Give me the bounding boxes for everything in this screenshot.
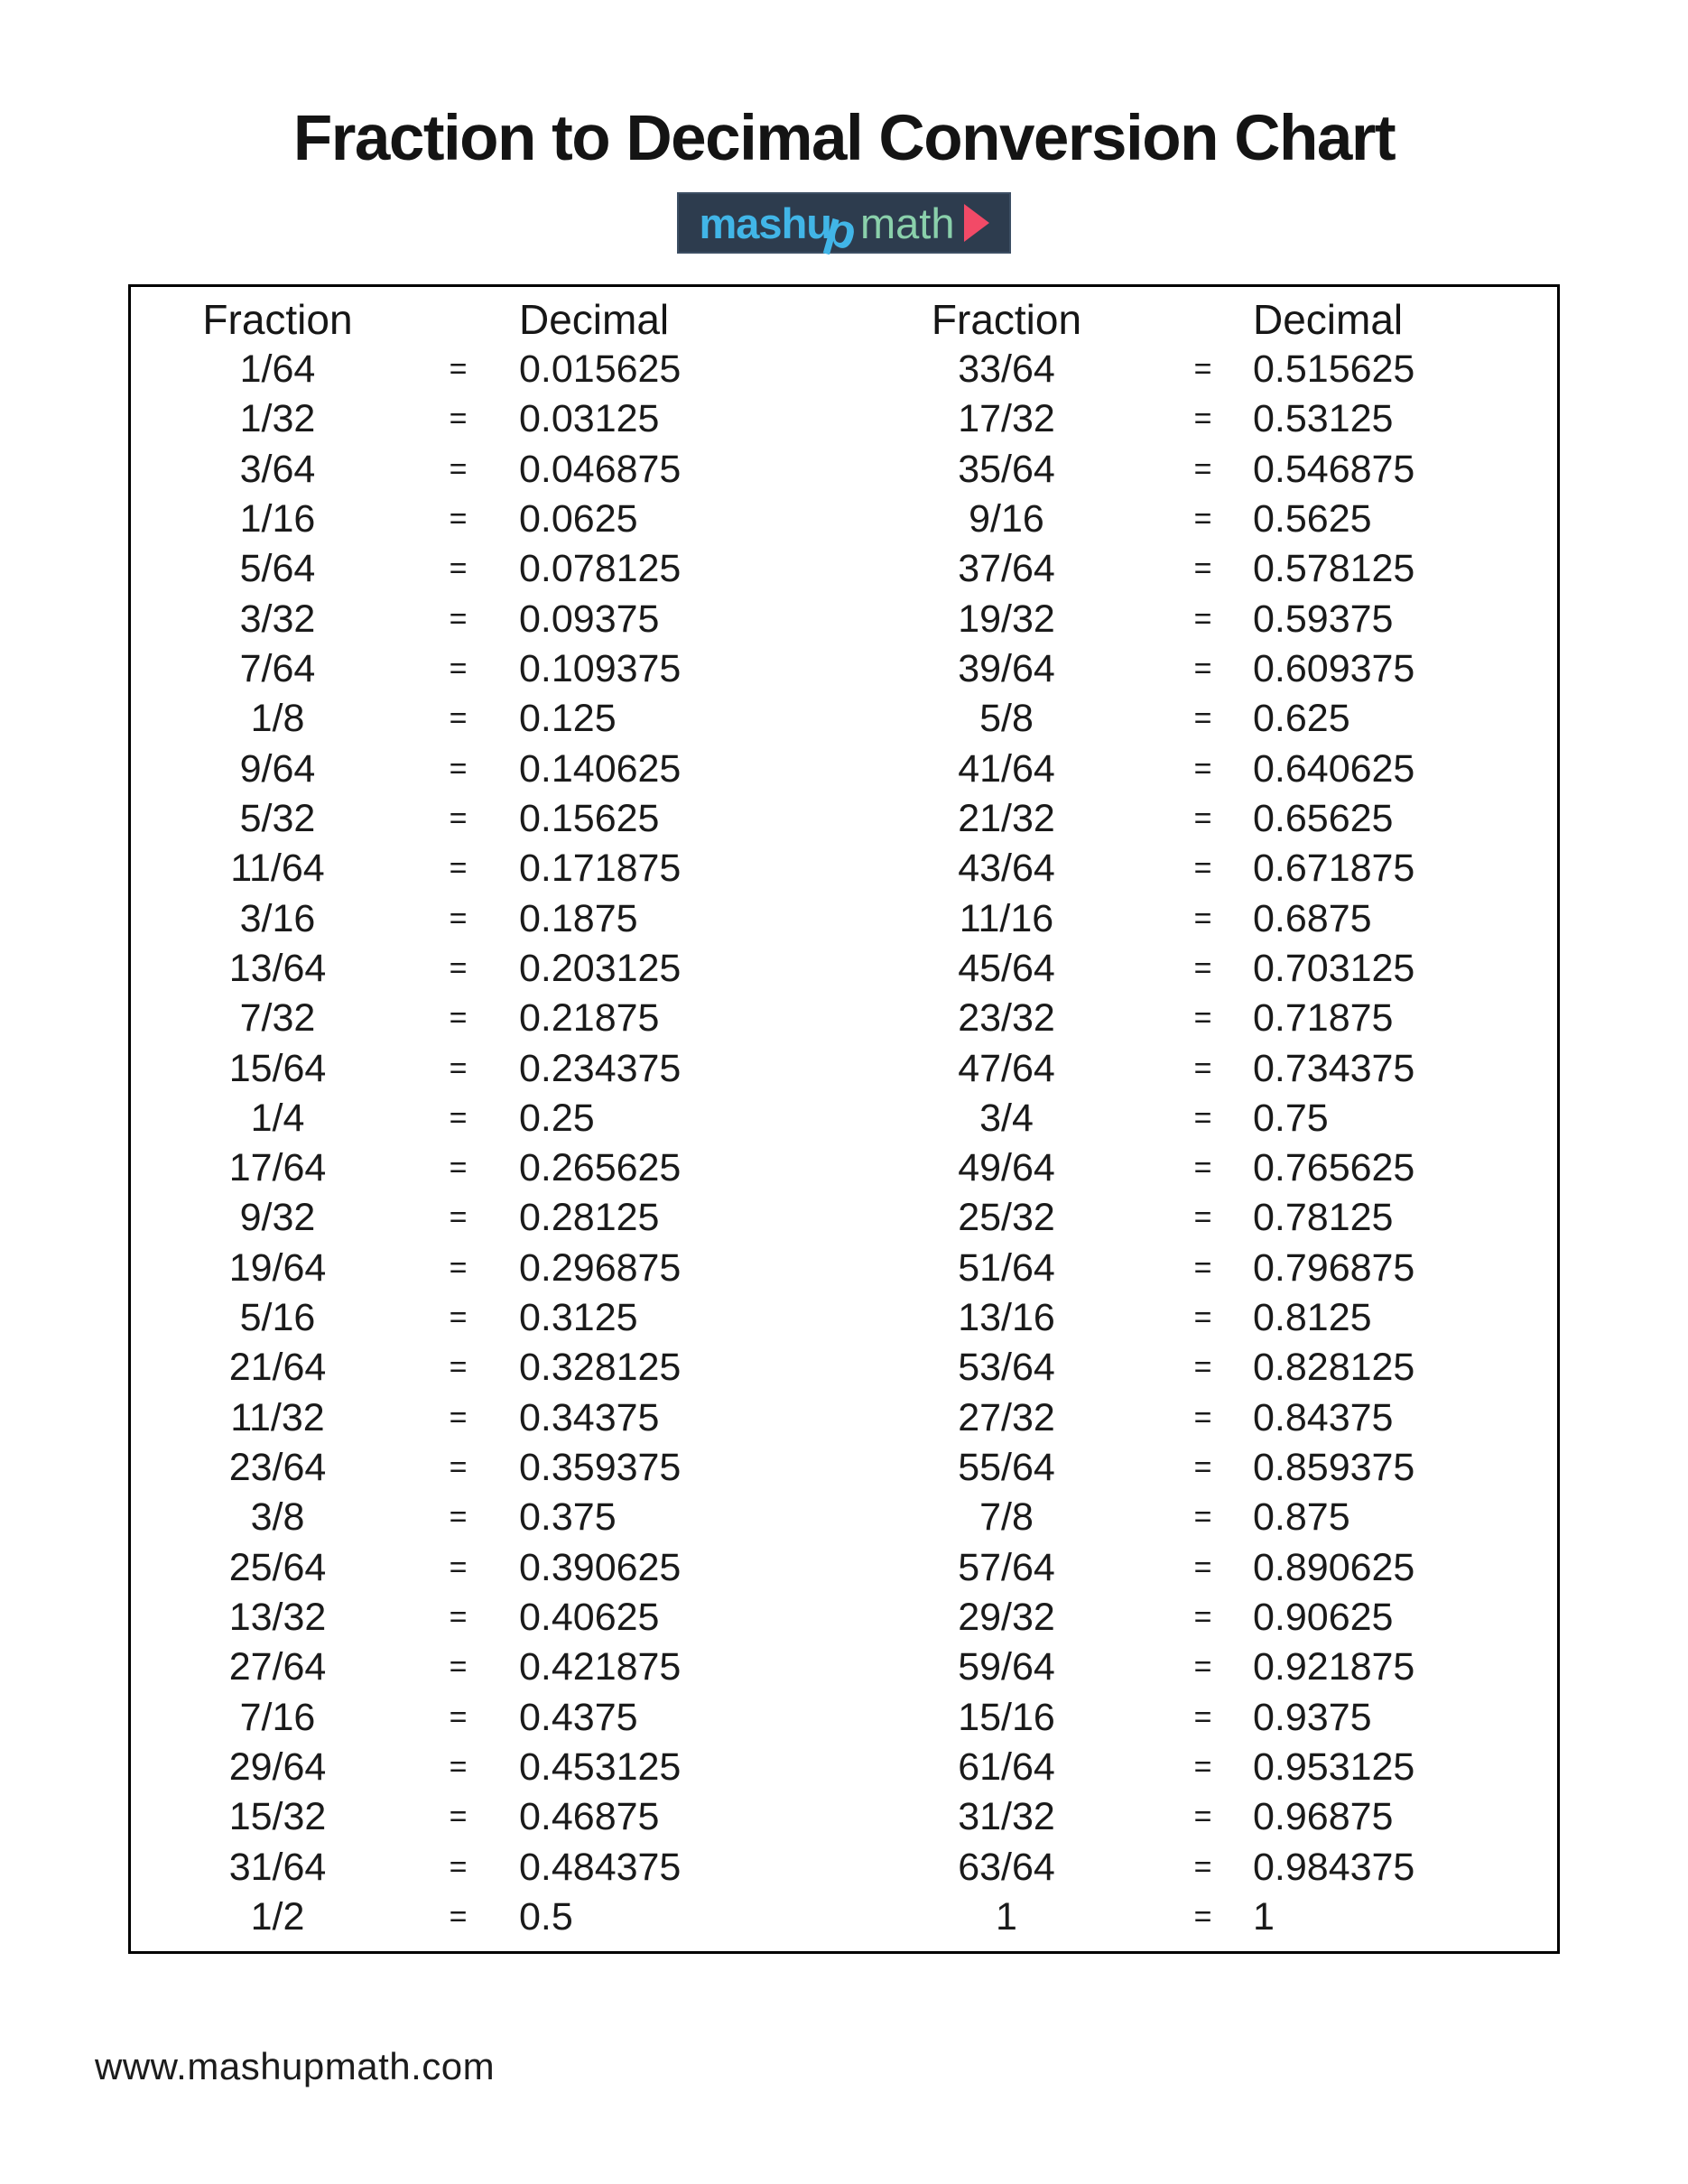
fraction-cell: 53/64 bbox=[958, 1346, 1055, 1390]
fraction-cell: 59/64 bbox=[958, 1645, 1055, 1689]
equals-sign: = bbox=[449, 901, 468, 936]
table-rows-right bbox=[844, 345, 1557, 1942]
equals-sign: = bbox=[1193, 1250, 1212, 1285]
decimal-cell: 0.15625 bbox=[519, 796, 660, 840]
decimal-cell: 0.734375 bbox=[1253, 1046, 1415, 1090]
table-row bbox=[131, 794, 844, 844]
equals-sign: = bbox=[1193, 1350, 1212, 1385]
equals-sign: = bbox=[449, 1151, 468, 1186]
decimal-cell: 0.59375 bbox=[1253, 597, 1394, 641]
decimal-cell: 0.1875 bbox=[519, 896, 638, 940]
fraction-cell: 51/64 bbox=[958, 1245, 1055, 1290]
table-row bbox=[844, 1543, 1557, 1593]
table-row bbox=[131, 1393, 844, 1443]
equals-sign: = bbox=[449, 652, 468, 687]
table-row bbox=[131, 1593, 844, 1643]
equals-sign: = bbox=[449, 800, 468, 836]
equals-sign: = bbox=[1193, 1849, 1212, 1884]
fraction-cell: 17/64 bbox=[228, 1146, 327, 1190]
table-row bbox=[844, 1143, 1557, 1193]
mashupmath-logo bbox=[677, 192, 1011, 262]
fraction-cell: 41/64 bbox=[958, 746, 1055, 791]
fraction-cell: 27/64 bbox=[228, 1645, 327, 1689]
equals-sign: = bbox=[1193, 1699, 1212, 1735]
table-row bbox=[131, 1143, 844, 1193]
equals-sign: = bbox=[1193, 601, 1212, 636]
equals-sign: = bbox=[1193, 652, 1212, 687]
table-row bbox=[844, 1593, 1557, 1643]
table-header-row bbox=[131, 294, 844, 345]
fraction-cell: 57/64 bbox=[958, 1545, 1055, 1589]
decimal-cell: 0.046875 bbox=[519, 447, 682, 491]
table-row bbox=[131, 1692, 844, 1742]
decimal-cell: 1 bbox=[1253, 1894, 1275, 1939]
equals-sign: = bbox=[1193, 851, 1212, 886]
equals-sign: = bbox=[449, 1200, 468, 1235]
table-row bbox=[844, 1343, 1557, 1393]
fraction-cell: 3/32 bbox=[239, 597, 316, 641]
equals-sign: = bbox=[449, 1699, 468, 1735]
table-row bbox=[131, 495, 844, 544]
decimal-cell: 0.9375 bbox=[1253, 1695, 1372, 1739]
table-row bbox=[131, 844, 844, 893]
decimal-cell: 0.640625 bbox=[1253, 746, 1415, 791]
decimal-column-header: Decimal bbox=[1253, 296, 1404, 343]
equals-sign: = bbox=[449, 1550, 468, 1585]
equals-sign: = bbox=[1193, 1200, 1212, 1235]
table-half-right bbox=[844, 287, 1557, 1951]
table-row bbox=[131, 1443, 844, 1493]
decimal-cell: 0.921875 bbox=[1253, 1645, 1415, 1689]
decimal-cell: 0.546875 bbox=[1253, 447, 1415, 491]
table-row bbox=[131, 644, 844, 694]
decimal-cell: 0.125 bbox=[519, 697, 617, 741]
decimal-cell: 0.109375 bbox=[519, 647, 682, 691]
fraction-cell: 13/32 bbox=[228, 1595, 327, 1639]
fraction-cell: 63/64 bbox=[958, 1845, 1055, 1889]
equals-sign: = bbox=[1193, 1899, 1212, 1934]
equals-sign: = bbox=[449, 1050, 468, 1086]
fraction-cell: 37/64 bbox=[958, 547, 1055, 591]
fraction-cell: 7/8 bbox=[979, 1495, 1034, 1540]
decimal-cell: 0.171875 bbox=[519, 847, 682, 891]
logo-text-p: p bbox=[819, 200, 864, 262]
table-row bbox=[844, 694, 1557, 744]
table-row bbox=[844, 345, 1557, 394]
equals-sign: = bbox=[449, 751, 468, 786]
equals-sign: = bbox=[449, 1450, 468, 1485]
fraction-cell: 7/16 bbox=[239, 1695, 316, 1739]
table-row bbox=[844, 1094, 1557, 1143]
equals-sign: = bbox=[449, 451, 468, 486]
fraction-cell: 21/32 bbox=[958, 796, 1055, 840]
equals-sign: = bbox=[1193, 502, 1212, 537]
decimal-cell: 0.09375 bbox=[519, 597, 660, 641]
table-row bbox=[131, 745, 844, 794]
equals-sign: = bbox=[1193, 352, 1212, 387]
equals-sign: = bbox=[449, 1300, 468, 1336]
table-row bbox=[844, 1692, 1557, 1742]
fraction-cell: 9/16 bbox=[969, 497, 1044, 541]
table-row bbox=[131, 1244, 844, 1293]
fraction-cell: 21/64 bbox=[228, 1346, 327, 1390]
fraction-cell: 25/32 bbox=[958, 1196, 1055, 1240]
logo-text-math: math bbox=[860, 199, 955, 247]
equals-sign: = bbox=[449, 1100, 468, 1135]
decimal-cell: 0.6875 bbox=[1253, 896, 1372, 940]
fraction-cell: 15/16 bbox=[958, 1695, 1055, 1739]
equals-sign: = bbox=[449, 1899, 468, 1934]
equals-sign: = bbox=[1193, 1300, 1212, 1336]
table-row bbox=[131, 1493, 844, 1542]
decimal-cell: 0.765625 bbox=[1253, 1146, 1415, 1190]
fraction-cell: 29/64 bbox=[228, 1744, 327, 1789]
fraction-cell: 39/64 bbox=[958, 647, 1055, 691]
equals-sign: = bbox=[1193, 1450, 1212, 1485]
equals-sign: = bbox=[449, 1800, 468, 1835]
table-row bbox=[844, 1792, 1557, 1842]
decimal-cell: 0.875 bbox=[1253, 1495, 1350, 1540]
fraction-cell: 35/64 bbox=[958, 447, 1055, 491]
equals-sign: = bbox=[449, 1250, 468, 1285]
equals-sign: = bbox=[1193, 1800, 1212, 1835]
conversion-table bbox=[128, 284, 1560, 1954]
table-row bbox=[844, 1193, 1557, 1243]
decimal-cell: 0.015625 bbox=[519, 347, 682, 392]
fraction-cell: 45/64 bbox=[958, 946, 1055, 990]
table-row bbox=[131, 1643, 844, 1692]
decimal-cell: 0.375 bbox=[519, 1495, 617, 1540]
table-row bbox=[131, 1792, 844, 1842]
table-row bbox=[131, 595, 844, 644]
equals-sign: = bbox=[1193, 1100, 1212, 1135]
equals-sign: = bbox=[1193, 950, 1212, 986]
equals-sign: = bbox=[1193, 402, 1212, 437]
table-row bbox=[131, 694, 844, 744]
fraction-cell: 47/64 bbox=[958, 1046, 1055, 1090]
table-row bbox=[844, 1043, 1557, 1093]
equals-sign: = bbox=[1193, 1650, 1212, 1685]
fraction-cell: 1/16 bbox=[239, 497, 316, 541]
decimal-cell: 0.25 bbox=[519, 1096, 595, 1140]
table-row bbox=[131, 1293, 844, 1343]
fraction-cell: 3/16 bbox=[239, 896, 316, 940]
decimal-cell: 0.65625 bbox=[1253, 796, 1394, 840]
table-row bbox=[844, 1892, 1557, 1942]
decimal-cell: 0.578125 bbox=[1253, 547, 1415, 591]
table-row bbox=[131, 1094, 844, 1143]
decimal-cell: 0.671875 bbox=[1253, 847, 1415, 891]
equals-sign: = bbox=[1193, 1400, 1212, 1435]
decimal-cell: 0.28125 bbox=[519, 1196, 660, 1240]
decimal-cell: 0.265625 bbox=[519, 1146, 682, 1190]
fraction-cell: 11/32 bbox=[230, 1395, 325, 1439]
footer-url: www.mashupmath.com bbox=[95, 2045, 496, 2087]
table-row bbox=[844, 1493, 1557, 1542]
table-row bbox=[844, 644, 1557, 694]
play-icon bbox=[964, 204, 989, 242]
decimal-cell: 0.90625 bbox=[1253, 1595, 1394, 1639]
fraction-cell: 7/64 bbox=[239, 647, 316, 691]
decimal-cell: 0.359375 bbox=[519, 1446, 682, 1490]
decimal-cell: 0.625 bbox=[1253, 697, 1350, 741]
decimal-cell: 0.796875 bbox=[1253, 1245, 1415, 1290]
table-row bbox=[844, 544, 1557, 594]
fraction-column-header: Fraction bbox=[202, 296, 353, 343]
fraction-cell: 5/16 bbox=[239, 1296, 316, 1340]
fraction-cell: 31/64 bbox=[228, 1845, 327, 1889]
fraction-cell: 1/64 bbox=[239, 347, 316, 392]
fraction-cell: 43/64 bbox=[958, 847, 1055, 891]
fraction-cell: 27/32 bbox=[958, 1395, 1055, 1439]
decimal-cell: 0.234375 bbox=[519, 1046, 682, 1090]
equals-sign: = bbox=[1193, 1599, 1212, 1634]
fraction-cell: 61/64 bbox=[958, 1744, 1055, 1789]
table-row bbox=[844, 1244, 1557, 1293]
decimal-cell: 0.140625 bbox=[519, 746, 682, 791]
table-row bbox=[844, 745, 1557, 794]
table-row bbox=[844, 595, 1557, 644]
equals-sign: = bbox=[1193, 1050, 1212, 1086]
fraction-cell: 1/2 bbox=[250, 1894, 305, 1939]
fraction-cell: 9/64 bbox=[239, 746, 316, 791]
decimal-cell: 0.84375 bbox=[1253, 1395, 1394, 1439]
decimal-cell: 0.453125 bbox=[519, 1744, 682, 1789]
decimal-cell: 0.421875 bbox=[519, 1645, 682, 1689]
equals-sign: = bbox=[1193, 1001, 1212, 1036]
decimal-cell: 0.0625 bbox=[519, 497, 638, 541]
decimal-cell: 0.21875 bbox=[519, 996, 660, 1041]
equals-sign: = bbox=[1193, 1749, 1212, 1784]
decimal-cell: 0.296875 bbox=[519, 1245, 682, 1290]
fraction-cell: 3/8 bbox=[250, 1495, 305, 1540]
equals-sign: = bbox=[449, 551, 468, 587]
fraction-cell: 1 bbox=[996, 1894, 1017, 1939]
equals-sign: = bbox=[1193, 751, 1212, 786]
fraction-cell: 5/64 bbox=[239, 547, 316, 591]
fraction-cell: 55/64 bbox=[958, 1446, 1055, 1490]
fraction-cell: 15/32 bbox=[228, 1795, 327, 1839]
table-row bbox=[131, 1743, 844, 1792]
fraction-cell: 15/64 bbox=[228, 1046, 327, 1090]
table-row bbox=[131, 1892, 844, 1942]
fraction-cell: 19/64 bbox=[228, 1245, 327, 1290]
equals-sign: = bbox=[449, 1849, 468, 1884]
table-row bbox=[844, 794, 1557, 844]
table-row bbox=[131, 944, 844, 994]
fraction-cell: 1/8 bbox=[250, 697, 305, 741]
fraction-cell: 33/64 bbox=[958, 347, 1055, 392]
decimal-cell: 0.78125 bbox=[1253, 1196, 1394, 1240]
fraction-cell: 1/4 bbox=[250, 1096, 305, 1140]
table-rows-left bbox=[131, 345, 844, 1942]
fraction-cell: 13/16 bbox=[958, 1296, 1055, 1340]
decimal-cell: 0.96875 bbox=[1253, 1795, 1394, 1839]
equals-sign: = bbox=[449, 1650, 468, 1685]
table-row bbox=[844, 893, 1557, 943]
fraction-cell: 13/64 bbox=[228, 946, 327, 990]
decimal-cell: 0.34375 bbox=[519, 1395, 660, 1439]
decimal-cell: 0.703125 bbox=[1253, 946, 1415, 990]
fraction-cell: 1/32 bbox=[239, 397, 316, 441]
decimal-cell: 0.609375 bbox=[1253, 647, 1415, 691]
table-row bbox=[844, 495, 1557, 544]
table-row bbox=[844, 1293, 1557, 1343]
page-title: Fraction to Decimal Conversion Chart bbox=[292, 103, 1396, 174]
equals-sign: = bbox=[1193, 551, 1212, 587]
decimal-cell: 0.53125 bbox=[1253, 397, 1394, 441]
fraction-cell: 17/32 bbox=[958, 397, 1055, 441]
equals-sign: = bbox=[1193, 1500, 1212, 1535]
equals-sign: = bbox=[449, 851, 468, 886]
equals-sign: = bbox=[1193, 1151, 1212, 1186]
fraction-cell: 11/16 bbox=[959, 896, 1054, 940]
table-row bbox=[844, 1842, 1557, 1892]
equals-sign: = bbox=[449, 701, 468, 736]
table-row bbox=[131, 544, 844, 594]
equals-sign: = bbox=[449, 502, 468, 537]
table-row bbox=[131, 1193, 844, 1243]
table-row bbox=[131, 893, 844, 943]
table-row bbox=[844, 994, 1557, 1043]
equals-sign: = bbox=[449, 1599, 468, 1634]
decimal-cell: 0.203125 bbox=[519, 946, 682, 990]
equals-sign: = bbox=[1193, 1550, 1212, 1585]
decimal-cell: 0.515625 bbox=[1253, 347, 1415, 392]
table-header-row bbox=[844, 294, 1557, 345]
table-row bbox=[844, 944, 1557, 994]
fraction-cell: 29/32 bbox=[958, 1595, 1055, 1639]
decimal-cell: 0.953125 bbox=[1253, 1744, 1415, 1789]
table-half-left bbox=[131, 287, 844, 1951]
table-row bbox=[844, 394, 1557, 444]
table-row bbox=[844, 1443, 1557, 1493]
table-row bbox=[131, 1543, 844, 1593]
table-row bbox=[844, 1643, 1557, 1692]
decimal-cell: 0.40625 bbox=[519, 1595, 660, 1639]
decimal-cell: 0.890625 bbox=[1253, 1545, 1415, 1589]
fraction-cell: 23/32 bbox=[958, 996, 1055, 1041]
equals-sign: = bbox=[1193, 800, 1212, 836]
table-row bbox=[131, 1842, 844, 1892]
fraction-cell: 5/32 bbox=[239, 796, 316, 840]
fraction-cell: 5/8 bbox=[979, 697, 1034, 741]
decimal-cell: 0.75 bbox=[1253, 1096, 1329, 1140]
equals-sign: = bbox=[449, 1400, 468, 1435]
equals-sign: = bbox=[1193, 451, 1212, 486]
decimal-cell: 0.5625 bbox=[1253, 497, 1372, 541]
table-row bbox=[131, 445, 844, 495]
fraction-cell: 11/64 bbox=[230, 847, 325, 891]
table-row bbox=[131, 1343, 844, 1393]
table-row bbox=[844, 844, 1557, 893]
table-row bbox=[131, 994, 844, 1043]
decimal-cell: 0.8125 bbox=[1253, 1296, 1372, 1340]
table-row bbox=[131, 1043, 844, 1093]
equals-sign: = bbox=[449, 1350, 468, 1385]
decimal-cell: 0.390625 bbox=[519, 1545, 682, 1589]
fraction-cell: 49/64 bbox=[958, 1146, 1055, 1190]
fraction-cell: 7/32 bbox=[239, 996, 316, 1041]
table-row bbox=[844, 1393, 1557, 1443]
fraction-cell: 3/64 bbox=[239, 447, 316, 491]
fraction-cell: 23/64 bbox=[228, 1446, 327, 1490]
decimal-cell: 0.828125 bbox=[1253, 1346, 1415, 1390]
table-row bbox=[844, 1743, 1557, 1792]
equals-sign: = bbox=[449, 1001, 468, 1036]
table-row bbox=[131, 394, 844, 444]
fraction-cell: 3/4 bbox=[979, 1096, 1034, 1140]
decimal-cell: 0.03125 bbox=[519, 397, 660, 441]
equals-sign: = bbox=[449, 601, 468, 636]
decimal-cell: 0.5 bbox=[519, 1894, 573, 1939]
decimal-cell: 0.4375 bbox=[519, 1695, 638, 1739]
fraction-cell: 25/64 bbox=[228, 1545, 327, 1589]
decimal-cell: 0.984375 bbox=[1253, 1845, 1415, 1889]
equals-sign: = bbox=[1193, 901, 1212, 936]
equals-sign: = bbox=[1193, 701, 1212, 736]
fraction-column-header: Fraction bbox=[931, 296, 1082, 343]
decimal-column-header: Decimal bbox=[519, 296, 670, 343]
decimal-cell: 0.328125 bbox=[519, 1346, 682, 1390]
table-row bbox=[131, 345, 844, 394]
decimal-cell: 0.3125 bbox=[519, 1296, 638, 1340]
equals-sign: = bbox=[449, 1749, 468, 1784]
decimal-cell: 0.078125 bbox=[519, 547, 682, 591]
decimal-cell: 0.71875 bbox=[1253, 996, 1394, 1041]
decimal-cell: 0.859375 bbox=[1253, 1446, 1415, 1490]
fraction-cell: 31/32 bbox=[958, 1795, 1055, 1839]
decimal-cell: 0.46875 bbox=[519, 1795, 660, 1839]
logo-text-mashu: mashu bbox=[699, 199, 831, 247]
equals-sign: = bbox=[449, 352, 468, 387]
fraction-cell: 9/32 bbox=[239, 1196, 316, 1240]
table-row bbox=[844, 445, 1557, 495]
decimal-cell: 0.484375 bbox=[519, 1845, 682, 1889]
equals-sign: = bbox=[449, 402, 468, 437]
equals-sign: = bbox=[449, 1500, 468, 1535]
fraction-cell: 19/32 bbox=[958, 597, 1055, 641]
equals-sign: = bbox=[449, 950, 468, 986]
